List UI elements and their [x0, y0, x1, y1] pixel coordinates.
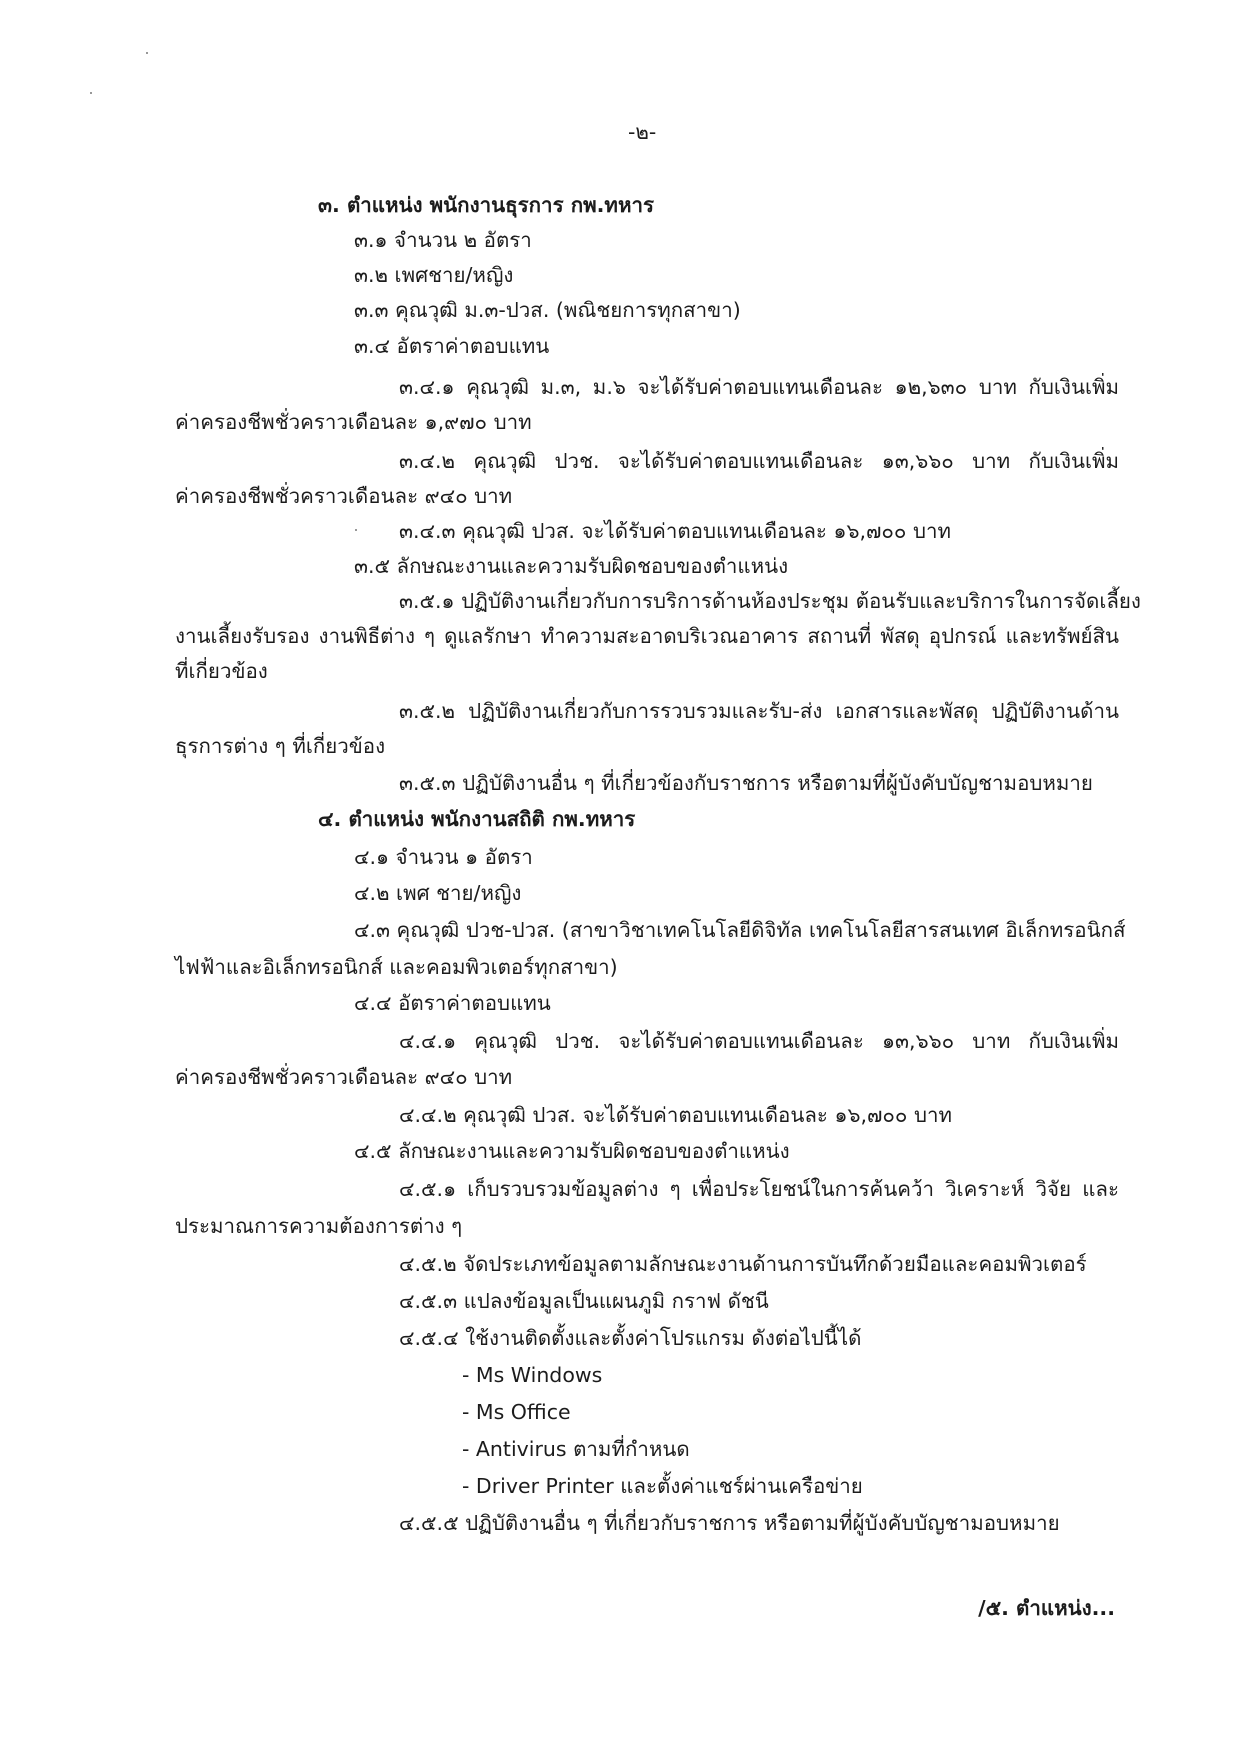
section-4-duty-3: ๔.๕.๓ แปลงข้อมูลเป็นแผนภูมิ กราฟ ดัชนี — [399, 1289, 769, 1313]
section-4-heading: ๔. ตำแหน่ง พนักงานสถิติ กพ.ทหาร — [318, 807, 636, 831]
scan-speck — [90, 92, 92, 94]
scan-speck — [355, 529, 357, 531]
section-3-heading: ๓. ตำแหน่ง พนักงานธุรการ กพ.ทหาร — [318, 193, 654, 217]
section-4-duty-2: ๔.๕.๒ จัดประเภทข้อมูลตามลักษณะงานด้านการบันทึกด้วยมือและคอมพิวเตอร์ — [399, 1252, 1087, 1276]
section-3-pay-2: ๓.๔.๒ คุณวุฒิ ปวช. จะได้รับค่าตอบแทนเดือนละ ๑๓,๖๖๐ บาท กับเงินเพิ่ม — [399, 449, 1119, 473]
section-4-duty-title: ๔.๕ ลักษณะงานและความรับผิดชอบของตำแหน่ง — [354, 1139, 790, 1163]
section-3-duty-1-cont: งานเลี้ยงรับรอง งานพิธีต่าง ๆ ดูแลรักษา ทำความสะอาดบริเวณอาคาร สถานที่ พัสดุ อุปกรณ์ และทรัพย์สิน — [175, 624, 1119, 648]
section-3-duty-title: ๓.๕ ลักษณะงานและความรับผิดชอบของตำแหน่ง — [354, 554, 789, 578]
section-3-pay-2-cont: ค่าครองชีพชั่วคราวเดือนละ ๙๔๐ บาท — [175, 484, 513, 508]
section-3-count: ๓.๑ จำนวน ๒ อัตรา — [354, 228, 532, 252]
section-3-duty-1: ๓.๕.๑ ปฏิบัติงานเกี่ยวกับการบริการด้านห้องประชุม ต้อนรับและบริการในการจัดเลี้ยง — [399, 589, 1141, 613]
scan-speck — [146, 52, 148, 54]
section-3-gender: ๓.๒ เพศชาย/หญิง — [354, 263, 514, 287]
software-item: - Ms Office — [462, 1400, 571, 1424]
section-4-pay-title: ๔.๔ อัตราค่าตอบแทน — [354, 991, 551, 1015]
section-3-duty-2: ๓.๕.๒ ปฏิบัติงานเกี่ยวกับการรวบรวมและรับ-ส่ง เอกสารและพัสดุ ปฏิบัติงานด้าน — [399, 699, 1119, 723]
section-3-pay-title: ๓.๔ อัตราค่าตอบแทน — [354, 334, 550, 358]
section-3-duty-1-end: ที่เกี่ยวข้อง — [175, 659, 268, 683]
software-item: - Driver Printer และตั้งค่าแชร์ผ่านเครือข่าย — [462, 1474, 863, 1498]
continuation-marker: /๕. ตำแหน่ง... — [978, 1596, 1115, 1620]
section-4-duty-5: ๔.๕.๕ ปฏิบัติงานอื่น ๆ ที่เกี่ยวกับราชการ หรือตามที่ผู้บังคับบัญชามอบหมาย — [399, 1511, 1060, 1535]
section-3-duty-3: ๓.๕.๓ ปฏิบัติงานอื่น ๆ ที่เกี่ยวข้องกับราชการ หรือตามที่ผู้บังคับบัญชามอบหมาย — [399, 771, 1093, 795]
section-4-qualification: ๔.๓ คุณวุฒิ ปวช-ปวส. (สาขาวิชาเทคโนโลยีดิจิทัล เทคโนโลยีสารสนเทศ อิเล็กทรอนิกส์ — [354, 918, 1126, 942]
section-4-pay-1: ๔.๔.๑ คุณวุฒิ ปวช. จะได้รับค่าตอบแทนเดือนละ ๑๓,๖๖๐ บาท กับเงินเพิ่ม — [399, 1029, 1119, 1053]
section-3-pay-3: ๓.๔.๓ คุณวุฒิ ปวส. จะได้รับค่าตอบแทนเดือนละ ๑๖,๗๐๐ บาท — [399, 519, 951, 543]
section-4-count: ๔.๑ จำนวน ๑ อัตรา — [354, 845, 533, 869]
section-4-duty-4: ๔.๕.๔ ใช้งานติดตั้งและตั้งค่าโปรแกรม ดังต่อไปนี้ได้ — [399, 1326, 862, 1350]
page-number: -๒- — [628, 120, 657, 144]
section-4-gender: ๔.๒ เพศ ชาย/หญิง — [354, 881, 522, 905]
section-4-pay-2: ๔.๔.๒ คุณวุฒิ ปวส. จะได้รับค่าตอบแทนเดือนละ ๑๖,๗๐๐ บาท — [399, 1103, 952, 1127]
software-item: - Ms Windows — [462, 1363, 603, 1387]
software-item: - Antivirus ตามที่กำหนด — [462, 1437, 690, 1461]
section-3-pay-1-cont: ค่าครองชีพชั่วคราวเดือนละ ๑,๙๗๐ บาท — [175, 410, 532, 434]
section-3-pay-1: ๓.๔.๑ คุณวุฒิ ม.๓, ม.๖ จะได้รับค่าตอบแทนเดือนละ ๑๒,๖๓๐ บาท กับเงินเพิ่ม — [399, 375, 1119, 399]
section-3-qualification: ๓.๓ คุณวุฒิ ม.๓-ปวส. (พณิชยการทุกสาขา) — [354, 298, 741, 322]
section-4-pay-1-cont: ค่าครองชีพชั่วคราวเดือนละ ๙๔๐ บาท — [175, 1065, 513, 1089]
section-3-duty-2-cont: ธุรการต่าง ๆ ที่เกี่ยวข้อง — [175, 734, 386, 758]
section-4-duty-1: ๔.๕.๑ เก็บรวบรวมข้อมูลต่าง ๆ เพื่อประโยชน์ในการค้นคว้า วิเคราะห์ วิจัย และ — [399, 1177, 1119, 1201]
section-4-qualification-cont: ไฟฟ้าและอิเล็กทรอนิกส์ และคอมพิวเตอร์ทุกสาขา) — [175, 955, 618, 979]
section-4-duty-1-cont: ประมาณการความต้องการต่าง ๆ — [175, 1214, 463, 1238]
